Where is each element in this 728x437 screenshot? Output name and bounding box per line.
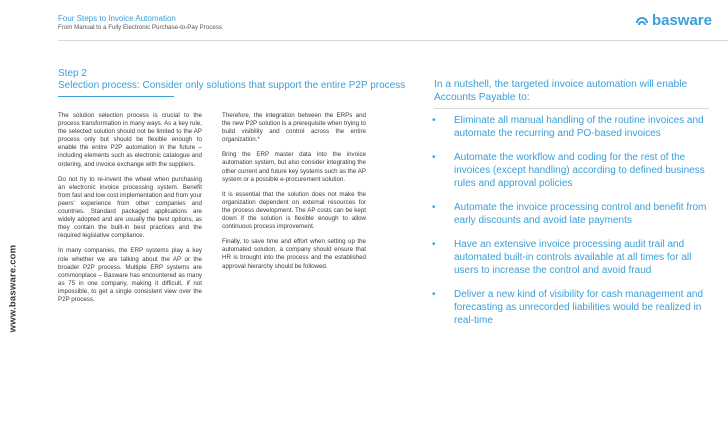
benefit-list <box>430 114 712 338</box>
paragraph: Therefore, the integration between the ERPs and the new P2P solution is a prerequisite when trying to build visibility and control across the entire organization.* <box>222 112 366 144</box>
list-item-text: Have an extensive invoice processing audit trail and automated built-in controls available at all times for all users to increase the control and avoid fraud <box>454 239 692 276</box>
paragraph: Bring the ERP master data into the invoice automation system, but also consider integrating the other current and future key systems such as the AP system or a possible e-procurement solution. <box>222 151 366 183</box>
nutshell-intro: In a nutshell, the targeted invoice automation will enable Accounts Payable to: <box>434 79 688 104</box>
list-item <box>430 151 712 190</box>
bullet-icon: • <box>432 202 436 213</box>
website-url-text: www.basware.com <box>7 244 19 332</box>
paragraph: In many companies, the ERP systems play a key role whether we are talking about the AP or the broader P2P process. Multiple ERP systems are commonplace – Basware has encountered as many as 75 in one company, making it difficult, if not impossible, to get a single consistent view over the P2P process. <box>58 247 202 303</box>
body-column-2 <box>222 112 366 278</box>
document-subtitle: From Manual to a Fully Electronic Purchase-to-Pay Process <box>58 24 223 31</box>
step-underline <box>58 96 174 97</box>
paragraph: Do not try to re-invent the wheel when purchasing an electronic invoice processing system. Benefit from fast and low cost implementation and from your peers' experience from other companies and countries. Standard packaged applications are widely adopted and are usually the best options, as they contain the built-in best practices and the required legislative compliance. <box>58 175 202 240</box>
basware-logo <box>635 12 712 29</box>
basware-logo-text: basware <box>651 12 712 29</box>
document-title: Four Steps to Invoice Automation <box>58 14 176 23</box>
list-item-text: Eliminate all manual handling of the routine invoices and automate the recurring and PO-based invoices <box>454 115 704 139</box>
list-item-text: Automate the workflow and coding for the rest of the invoices (except handling) according to defined business rules and approval policies <box>454 152 705 189</box>
bullet-icon: • <box>432 115 436 126</box>
bullet-icon: • <box>432 152 436 163</box>
step-label: Step 2 <box>58 68 87 79</box>
list-item <box>430 288 712 327</box>
list-item <box>430 201 712 227</box>
paragraph: It is essential that the solution does not make the organization dependent on external resources for the process development. The AP costs can be kept down if the solution is flexible enough to allow continuous process improvement. <box>222 190 366 231</box>
step-title: Selection process: Consider only solutions that support the entire P2P process <box>58 80 406 91</box>
basware-logo-icon <box>635 14 649 28</box>
paragraph: Finally, to save time and effort when setting up the automated solution, a company should ensure that HR is brought into the process and the established approval hierarchy should be followed. <box>222 238 366 270</box>
list-item-text: Deliver a new kind of visibility for cash management and forecasting as unrecorded liabilities would be realized in real-time <box>454 289 704 326</box>
list-item <box>430 238 712 277</box>
nutshell-divider <box>434 108 709 109</box>
list-item <box>430 114 712 140</box>
bullet-icon: • <box>432 289 436 300</box>
website-url-vertical <box>2 228 24 348</box>
bullet-icon: • <box>432 239 436 250</box>
list-item-text: Automate the invoice processing control and benefit from early discounts and avoid late payments <box>454 202 707 226</box>
paragraph: The solution selection process is crucial to the process transformation in many ways. As a key rule, the selected solution should not be limited to the AP process only but should be flexible enough to enable the entire P2P automation in the future – including elements such as electronic catalogue and ordering, and invoice exchange with the suppliers. <box>58 112 202 168</box>
header-divider <box>58 40 728 41</box>
body-column-1 <box>58 112 202 311</box>
